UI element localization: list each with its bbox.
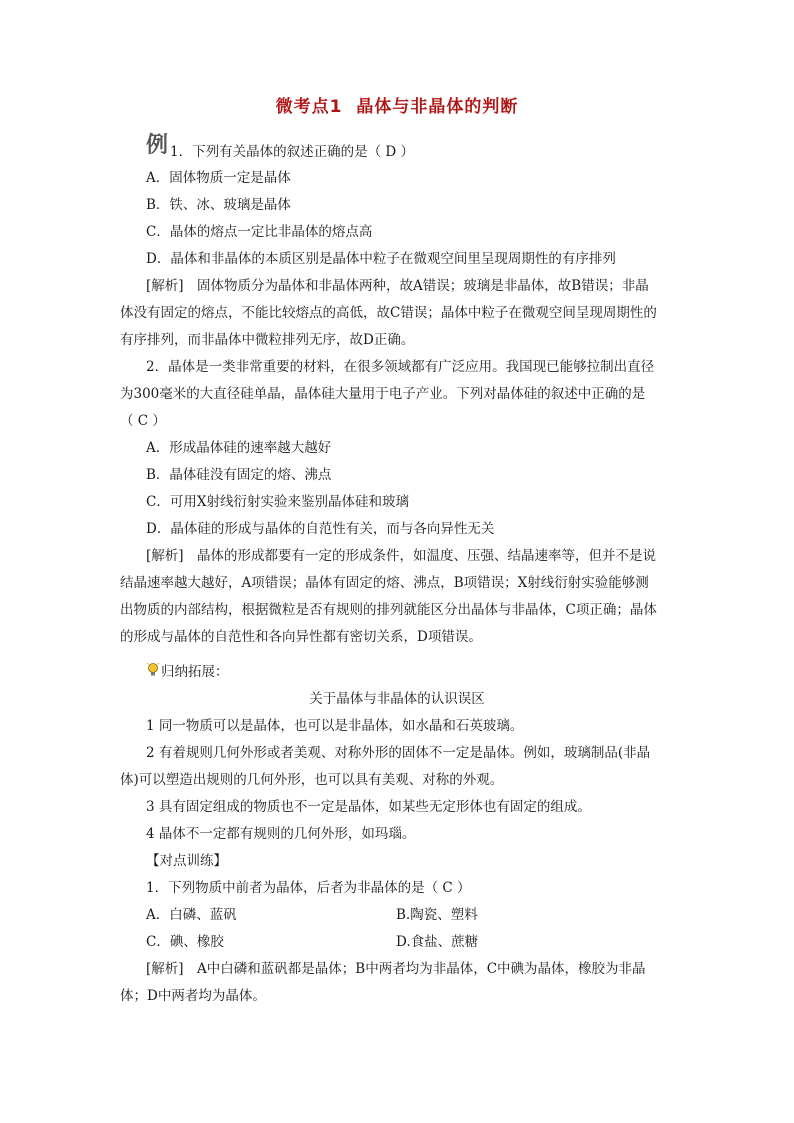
q2-option-c: C．可用X射线衍射实验来鉴别晶体硅和玻璃 <box>146 494 409 510</box>
page-title <box>0 92 794 117</box>
title-text: 晶体与非晶体的判断 <box>356 97 519 117</box>
title-prefix: 微考点1 <box>275 97 343 117</box>
q2-analysis-line: [解析] 晶体的形成都要有一定的形成条件，如温度、压强、结晶速率等，但并不是说 <box>146 548 657 564</box>
q2-analysis-line: 结晶速率越大越好，A项错误；晶体有固定的熔、沸点，B项错误；X射线衍射实验能够测 <box>120 575 649 591</box>
training-option-b: B.陶瓷、塑料 <box>396 907 478 923</box>
q2-analysis-line: 出物质的内部结构，根据微粒是否有规则的排列就能区分出晶体与非晶体，C项正确；晶体 <box>120 602 657 618</box>
summary-item: 3 具有固定组成的物质也不一定是晶体，如某些无定形体也有固定的组成。 <box>146 799 591 815</box>
q1-analysis-line: [解析] 固体物质分为晶体和非晶体两种，故A错误；玻璃是非晶体，故B错误；非晶 <box>146 278 649 294</box>
training-option-c: C．碘、橡胶 <box>146 934 224 950</box>
training-analysis-line: [解析] A中白磷和蓝矾都是晶体；B中两者均为非晶体，C中碘为晶体，橡胶为非晶 <box>146 961 646 977</box>
training-label: 【对点训练】 <box>146 853 227 869</box>
summary-heading: 关于晶体与非晶体的认识误区 <box>309 691 485 707</box>
example-mark: 例 <box>146 132 169 158</box>
q2-option-a: A．形成晶体硅的速率越大越好 <box>146 440 332 456</box>
lightbulb-icon <box>146 662 160 678</box>
training-stem: 1．下列物质中前者为晶体，后者为非晶体的是（ C ） <box>146 880 471 896</box>
summary-item: 4 晶体不一定都有规则的几何外形，如玛瑙。 <box>146 826 416 842</box>
summary-item: 1 同一物质可以是晶体，也可以是非晶体，如水晶和石英玻璃。 <box>146 718 524 734</box>
q1-option-d: D．晶体和非晶体的本质区别是晶体中粒子在微观空间里呈现周期性的有序排列 <box>146 251 616 267</box>
q1-option-c: C．晶体的熔点一定比非晶体的熔点高 <box>146 224 373 240</box>
q2-stem-line: （ C ） <box>120 413 166 429</box>
q1-analysis-line: 体没有固定的熔点，不能比较熔点的高低，故C错误；晶体中粒子在微观空间呈现周期性的 <box>120 305 657 321</box>
q1-stem: 1．下列有关晶体的叙述正确的是（ D ） <box>170 144 414 160</box>
summary-item: 体)可以塑造出规则的几何外形，也可以具有美观、对称的外观。 <box>120 772 504 788</box>
q1-option-b: B．铁、冰、玻璃是晶体 <box>146 197 291 213</box>
summary-item: 2 有着规则几何外形或者美观、对称外形的固体不一定是晶体。例如，玻璃制品(非晶 <box>146 745 651 761</box>
summary-label: 归纳拓展： <box>161 664 229 680</box>
q1-analysis-line: 有序排列，而非晶体中微粒排列无序，故D正确。 <box>120 332 415 348</box>
q2-analysis-line: 的形成与晶体的自范性和各向异性都有密切关系，D项错误。 <box>120 629 482 645</box>
training-option-d: D.食盐、蔗糖 <box>396 934 479 950</box>
q2-stem-line: 为300毫米的大直径硅单晶，晶体硅大量用于电子产业。下列对晶体硅的叙述中正确的是 <box>120 386 646 402</box>
q2-stem-line: 2．晶体是一类非常重要的材料，在很多领域都有广泛应用。我国现已能够拉制出直径 <box>146 359 655 375</box>
q1-option-a: A．固体物质一定是晶体 <box>146 170 291 186</box>
training-analysis-line: 体；D中两者均为晶体。 <box>120 988 266 1004</box>
q2-option-b: B．晶体硅没有固定的熔、沸点 <box>146 467 332 483</box>
q2-option-d: D．晶体硅的形成与晶体的自范性有关，而与各向异性无关 <box>146 521 495 537</box>
training-option-a: A．白磷、蓝矾 <box>146 907 237 923</box>
